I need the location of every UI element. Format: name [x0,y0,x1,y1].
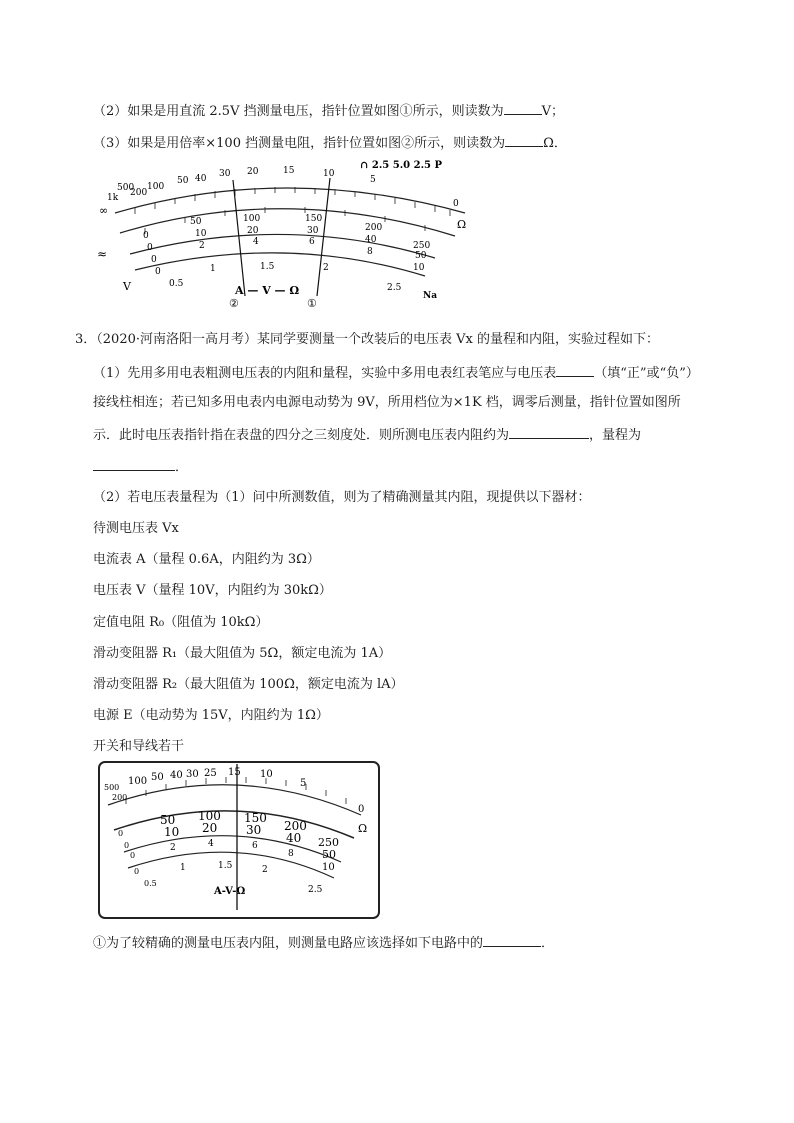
equipment-item: 电源 E（电动势为 15V，内阻约为 1Ω） [93,708,329,723]
q3-part1-line3 [93,424,641,446]
q3-part1-text: 示．此时电压表指针指在表盘的四分之三刻度处．则所测电压表内阻约为 [93,428,510,443]
q3-part1-line4 [93,456,188,478]
pointer-1-label: ① [307,297,317,308]
ohm-label: 0 [358,804,365,815]
dcv-label: 100 [198,809,221,823]
ohm-label: 40 [170,770,183,781]
dcv-label: 4 [208,839,214,849]
dcv-label: 8 [367,247,373,257]
ohm-label: 20 [247,167,259,177]
dcv-label: 50 [415,251,427,261]
dcv-label: 0 [130,851,136,860]
na-label: Na [423,291,438,301]
dcv-label: 4 [253,237,259,247]
pointer-2 [233,180,245,296]
dcv-label: 10 [322,862,335,873]
acv-label: 1 [180,863,186,873]
q3-part1-text: （填“正”或“负”） [594,366,699,381]
acv-label: 0 [155,267,161,277]
dcv-label: 30 [307,226,319,236]
ohm-label: 500 [117,183,135,193]
dcv-label: 30 [246,823,262,837]
ohm-label: 15 [228,767,241,778]
equipment-item: 滑动变阻器 R₁（最大阻值为 5Ω，额定电流为 1A） [93,646,392,661]
acv-label: 1.5 [260,262,275,272]
ohm-label: ∞ [99,204,109,217]
dcv-label: 0 [124,841,130,850]
equipment-item: 电压表 V（量程 10V，内阻约为 30kΩ） [93,583,332,598]
q2-part3 [93,132,567,154]
dcv-label: 150 [244,811,267,825]
dcv-label: 250 [413,241,431,251]
q3-part2-line1: （2）若电压表量程为（1）问中所测数值，则为了精确测量其内阻，现提供以下器材： [93,490,591,505]
ohm-label: 50 [177,176,189,186]
dcv-label: 20 [247,226,259,236]
center-label: A — V — Ω [235,284,300,297]
dcv-label: 10 [413,263,425,273]
label-dc: V [123,280,131,293]
equipment-item: 开关和导线若干 [93,739,185,754]
q3-part1-line1 [93,362,699,384]
meter-figure-1 [95,158,480,308]
q2-part3-unit: Ω． [543,136,567,151]
ohm-label: 10 [323,169,335,179]
label-ohm: Ω [457,218,467,231]
acv-label: 1.5 [218,861,233,871]
dcv-label: 10 [164,825,180,839]
meter-figure-2 [96,760,382,922]
dcv-label: 6 [309,237,315,247]
acv-label: 0.5 [144,879,157,888]
q3-circuit-question [93,932,554,954]
ohm-label: 200 [130,188,148,198]
dcv-label: 50 [190,217,202,227]
ohm-label: 100 [128,776,148,787]
dcv-label: 100 [243,214,261,224]
dcv-label: 20 [202,821,218,835]
center-label: A-V-Ω [214,886,246,897]
answer-blank[interactable] [505,132,543,147]
label-ohm: Ω [358,822,368,835]
pointer-2-label: ② [229,297,239,308]
dcv-label: 50 [160,813,176,827]
q3-intro: 3．（2020·河南洛阳一高月考）某同学要测量一个改装后的电压表 Vx 的量程和内阻，实验过程如下： [75,332,659,347]
dcv-label: 0 [151,255,157,265]
dcv-label: 0 [118,829,124,838]
acv-label: 0.5 [169,279,184,289]
acv-label: 2.5 [387,283,402,293]
ohm-label: 15 [283,166,295,176]
equipment-item: 滑动变阻器 R₂（最大阻值为 100Ω，额定电流为 lA） [93,677,404,692]
answer-blank[interactable] [556,362,594,377]
q2-part2-unit: V； [541,104,564,119]
dcv-label: 6 [252,841,258,851]
ohm-label: 500 [104,783,120,792]
answer-blank[interactable] [509,424,589,439]
acv-label: 2 [262,865,268,875]
equipment-item: 电流表 A（量程 0.6A，内阻约为 3Ω） [93,552,320,567]
dcv-label: 2 [199,241,205,251]
answer-blank[interactable] [504,100,542,115]
dcv-label: 0 [147,243,153,253]
equipment-item: 待测电压表 Vx [93,521,179,536]
meter-dial-1 [95,158,480,308]
dcv-label: 40 [286,831,302,845]
dcv-label: 50 [322,848,336,861]
q3-part1-text: ，量程为 [589,428,642,443]
ohm-label: 40 [195,174,207,184]
ohm-label: 30 [219,169,231,179]
q2-part2-text: （2）如果是用直流 2.5V 挡测量电压，指针位置如图①所示，则读数为 [93,104,504,119]
ohm-label: 200 [112,793,128,802]
ohm-label: 30 [186,769,199,780]
dcv-label: 10 [195,229,207,239]
dcv-label: 0 [143,231,149,241]
dcv-label: 200 [365,223,383,233]
label-ac: ≈ [97,247,108,261]
q3-part1-end: ． [175,460,189,475]
equipment-item: 定值电阻 R₀（阻值为 10kΩ） [93,615,269,630]
ohm-label: 1k [107,193,119,203]
q3-part1-line2: 接线柱相连；若已知多用电表内电源电动势为 9V，所用档位为×1K 档，调零后测量，指针位置如图所 [93,395,681,410]
ohm-label: 10 [260,769,273,780]
dcv-label: 40 [365,235,377,245]
ohm-label: 50 [151,772,164,783]
answer-blank[interactable] [483,932,541,947]
q2-part3-text: （3）如果是用倍率×100 挡测量电阻，指针位置如图②所示，则读数为 [93,136,506,151]
dcv-label: 8 [288,849,294,859]
answer-blank[interactable] [93,456,175,471]
ohm-label: 100 [147,182,165,192]
dcv-label: 150 [305,214,323,224]
acv-label: 2 [323,263,329,273]
meter-dial-2 [96,760,382,922]
dcv-label: 250 [318,836,339,849]
ohm-label: 25 [204,768,217,779]
dcv-label: 200 [284,819,307,833]
q3-circuit-end: ． [541,936,555,951]
q3-circuit-text: ①为了较精确的测量电压表内阻，则测量电路应该选择如下电路中的 [93,936,484,951]
q3-part1-text: （1）先用多用电表粗测电压表的内阻和量程，实验中多用电表红表笔应与电压表 [93,366,557,381]
dcv-label: 2 [170,843,176,853]
ohm-label: 5 [370,175,376,185]
ohm-label: 5 [300,778,307,789]
acv-label: 0 [134,867,140,876]
ohm-label: 0 [453,199,459,209]
acv-label: 2.5 [308,885,323,895]
acv-label: 1 [210,264,216,274]
q2-part2 [93,100,564,122]
header-marks: ∩ 2.5 5.0 2.5 P [360,160,443,171]
